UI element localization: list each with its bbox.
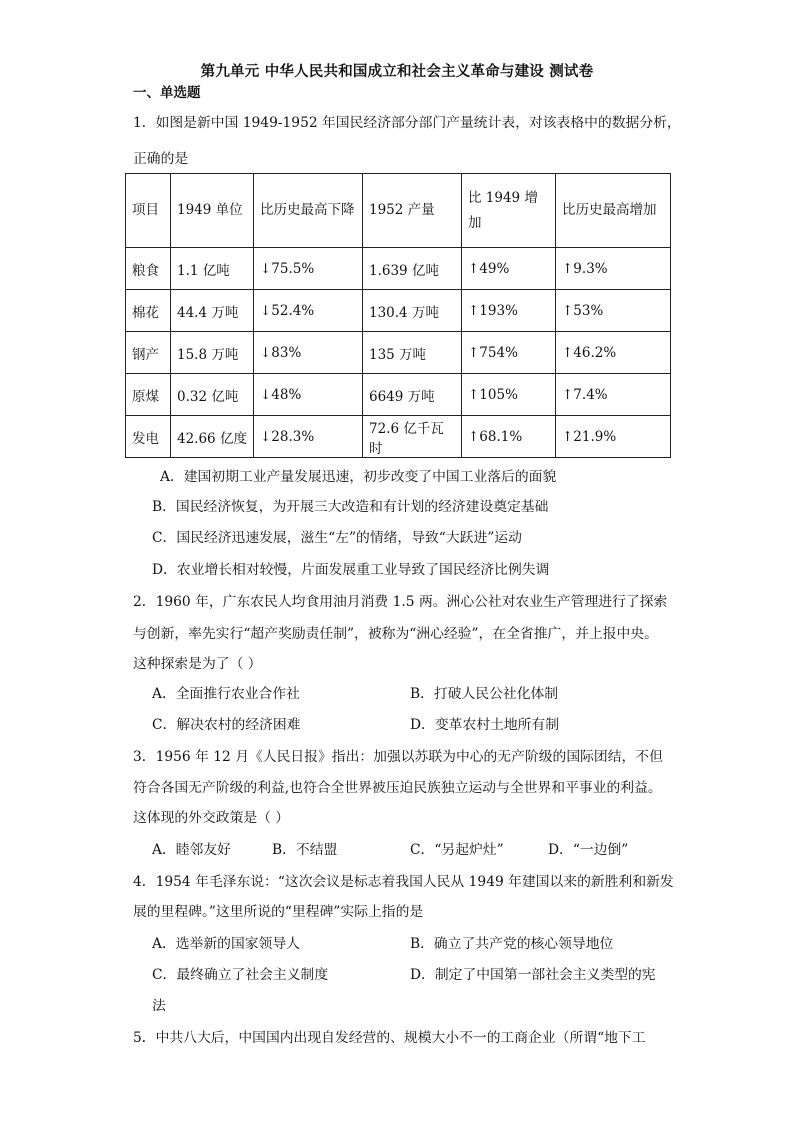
table-cell: 原煤 bbox=[126, 374, 171, 416]
q1-option-b[interactable]: B．国民经济恢复，为开展三大改造和有计划的经济建设奠定基础 bbox=[152, 499, 549, 515]
q1-stem-line1: 1．如图是新中国 1949-1952 年国民经济部分部门产量统计表，对该表格中的数据分析， bbox=[133, 115, 681, 131]
table-cell: 1.1 亿吨 bbox=[171, 248, 254, 290]
table-cell: 135 万吨 bbox=[363, 332, 462, 374]
table-row bbox=[126, 374, 671, 416]
table-header-cell: 比 1949 增加 bbox=[462, 174, 556, 248]
q4-option-d[interactable]: D．制定了中国第一部社会主义类型的宪 bbox=[410, 967, 656, 983]
q3-option-d[interactable]: D．“一边倒” bbox=[548, 842, 629, 858]
table-cell: ↑7.4% bbox=[556, 374, 671, 416]
table-cell: ↑46.2% bbox=[556, 332, 671, 374]
table-cell: ↑193% bbox=[462, 290, 556, 332]
table-cell: 15.8 万吨 bbox=[171, 332, 254, 374]
table-header-cell: 1952 产量 bbox=[363, 174, 462, 248]
table-cell: ↑9.3% bbox=[556, 248, 671, 290]
q3-stem-line3: 这体现的外交政策是（ ） bbox=[133, 810, 290, 826]
table-row bbox=[126, 248, 671, 290]
q3-stem-line1: 3．1956 年 12 月《人民日报》指出：加强以苏联为中心的无产阶级的国际团结，不但 bbox=[133, 749, 663, 765]
q2-option-c[interactable]: C．解决农村的经济困难 bbox=[152, 717, 301, 733]
q4-option-c[interactable]: C．最终确立了社会主义制度 bbox=[152, 967, 329, 983]
table-row bbox=[126, 416, 671, 458]
table-cell: ↓83% bbox=[254, 332, 363, 374]
table-cell: ↑105% bbox=[462, 374, 556, 416]
table-cell: ↑53% bbox=[556, 290, 671, 332]
table-cell: 发电 bbox=[126, 416, 171, 458]
table-cell: 42.66 亿度 bbox=[171, 416, 254, 458]
page-title: 第九单元 中华人民共和国成立和社会主义革命与建设 测试卷 bbox=[200, 63, 594, 80]
table-cell: 棉花 bbox=[126, 290, 171, 332]
table-cell: ↑68.1% bbox=[462, 416, 556, 458]
table-header-cell: 1949 单位 bbox=[171, 174, 254, 248]
q3-option-c[interactable]: C．“另起炉灶” bbox=[410, 842, 504, 858]
q2-stem-line1: 2．1960 年，广东农民人均食用油月消费 1.5 两。洲心公社对农业生产管理进行了探索 bbox=[133, 594, 668, 610]
table-cell: 130.4 万吨 bbox=[363, 290, 462, 332]
table-header-cell: 项目 bbox=[126, 174, 171, 248]
table-cell: ↓48% bbox=[254, 374, 363, 416]
table-cell: 钢产 bbox=[126, 332, 171, 374]
table-cell: 72.6 亿千瓦时 bbox=[363, 416, 462, 458]
q4-option-d-continued: 法 bbox=[152, 998, 166, 1014]
q4-option-a[interactable]: A．选举新的国家领导人 bbox=[152, 936, 300, 952]
q3-stem-line2: 符合各国无产阶级的利益,也符合全世界被压迫民族独立运动与全世界和平事业的利益。 bbox=[133, 780, 662, 796]
table-cell: 44.4 万吨 bbox=[171, 290, 254, 332]
table-cell: ↑754% bbox=[462, 332, 556, 374]
table-cell: ↑21.9% bbox=[556, 416, 671, 458]
table-header-cell: 比历史最高增加 bbox=[556, 174, 671, 248]
table-cell: ↓75.5% bbox=[254, 248, 363, 290]
q5-stem-line1: 5．中共八大后，中国国内出现自发经营的、规模大小不一的工商企业（所谓“地下工 bbox=[133, 1030, 646, 1046]
table-row bbox=[126, 332, 671, 374]
q4-stem-line1: 4．1954 年毛泽东说：“这次会议是标志着我国人民从 1949 年建国以来的新胜利和新发 bbox=[133, 874, 674, 890]
q1-stem-line2: 正确的是 bbox=[133, 151, 189, 167]
table-header-row bbox=[126, 174, 671, 248]
table-cell: 1.639 亿吨 bbox=[363, 248, 462, 290]
q1-option-c[interactable]: C．国民经济迅速发展，滋生“左”的情绪，导致“大跃进”运动 bbox=[152, 530, 522, 546]
q2-option-b[interactable]: B．打破人民公社化体制 bbox=[410, 686, 559, 702]
q2-option-d[interactable]: D．变革农村土地所有制 bbox=[410, 717, 560, 733]
q1-option-a[interactable]: A．建国初期工业产量发展迅速，初步改变了中国工业落后的面貌 bbox=[160, 469, 557, 485]
q3-option-a[interactable]: A．睦邻友好 bbox=[152, 842, 231, 858]
table-cell: ↓52.4% bbox=[254, 290, 363, 332]
section-heading: 一、单选题 bbox=[133, 85, 201, 101]
q2-stem-line3: 这种探索是为了（ ） bbox=[133, 656, 262, 672]
q2-option-a[interactable]: A．全面推行农业合作社 bbox=[152, 686, 300, 702]
q3-option-b[interactable]: B．不结盟 bbox=[272, 842, 338, 858]
table-cell: ↑49% bbox=[462, 248, 556, 290]
table-cell: 0.32 亿吨 bbox=[171, 374, 254, 416]
table-cell: 粮食 bbox=[126, 248, 171, 290]
table-header-cell: 比历史最高下降 bbox=[254, 174, 363, 248]
q2-stem-line2: 与创新，率先实行“超产奖励责任制”，被称为“洲心经验”，在全省推广，并上报中央。 bbox=[133, 626, 658, 642]
table-row bbox=[126, 290, 671, 332]
table-cell: ↓28.3% bbox=[254, 416, 363, 458]
production-table bbox=[125, 173, 671, 458]
q1-option-d[interactable]: D．农业增长相对较慢，片面发展重工业导致了国民经济比例失调 bbox=[152, 562, 550, 578]
table-cell: 6649 万吨 bbox=[363, 374, 462, 416]
q4-stem-line2: 展的里程碑。”这里所说的“里程碑”实际上指的是 bbox=[133, 904, 424, 920]
q4-option-b[interactable]: B．确立了共产党的核心领导地位 bbox=[410, 936, 614, 952]
